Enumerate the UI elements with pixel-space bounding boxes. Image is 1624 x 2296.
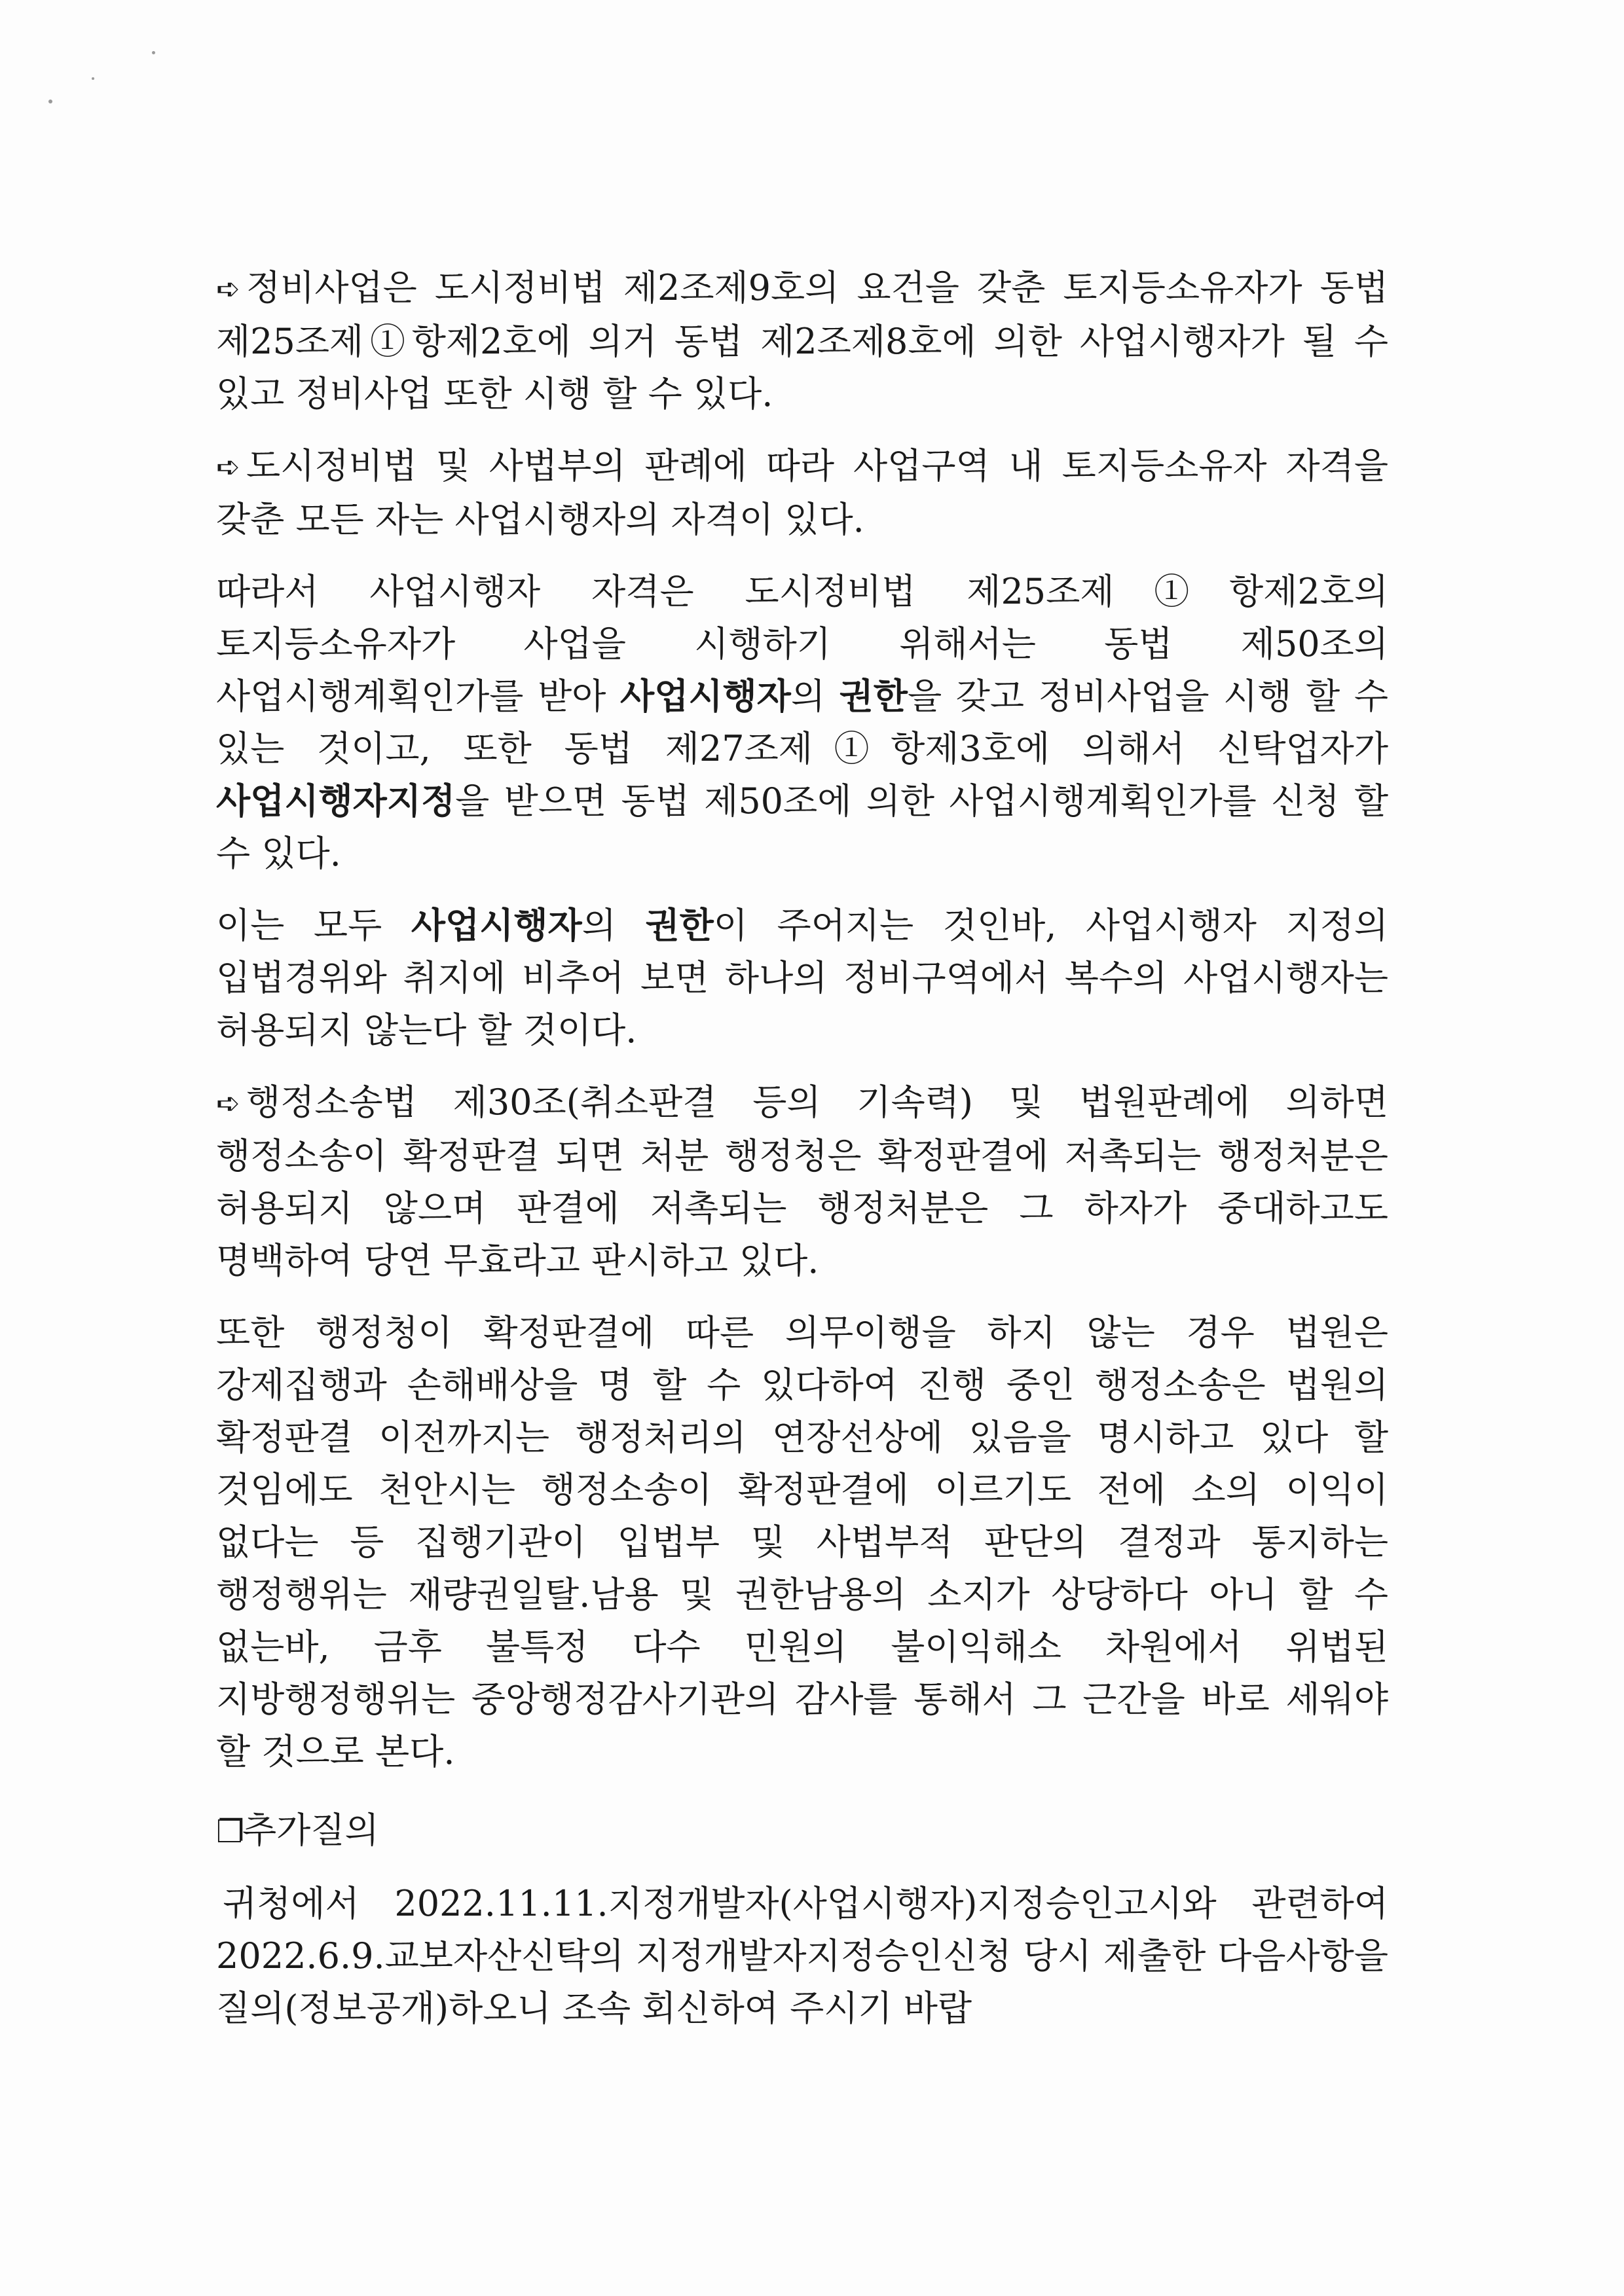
- arrow-bullet-icon: ➪: [216, 272, 240, 306]
- paragraph-2-text: 도시정비법 및 사법부의 판례에 따라 사업구역 내 토지등소유자 자격을 갖춘 모든 자는 사업시행자의 자격이 있다.: [216, 445, 1388, 540]
- paragraph-5: [216, 1076, 1388, 1287]
- paragraph-4: [216, 900, 1388, 1057]
- arrow-bullet-icon: ➪: [216, 1087, 240, 1120]
- checkbox-square-icon: ❐: [216, 1813, 245, 1850]
- paragraph-4-text: 이 주어지는 것인바, 사업시행자 지정의 입법경위와 취지에 비추어 보면 하나의 정비구역에서 복수의 사업시행자는 허용되지 않는다 할 것이다.: [216, 905, 1388, 1051]
- arrow-bullet-icon: ➪: [216, 450, 240, 484]
- bold-term: 사업시행자: [411, 905, 582, 946]
- paragraph-4-text: 의: [581, 905, 646, 946]
- paragraph-1-text: 정비사업은 도시정비법 제2조제9호의 요건을 갖춘 토지등소유자가 동법 제25조제①항제2호에 의거 동법 제2조제8호에 의한 사업시행자가 될 수 있고 정비사업 또한 시행 할 수 있다.: [216, 267, 1388, 414]
- paragraph-1: [216, 262, 1388, 420]
- paragraph-3-text: 따라서 사업시행자 자격은 도시정비법 제25조제①항제2호의 토지등소유자가 사업을 시행하기 위해서는 동법 제50조의 사업시행계획인가를 받아: [216, 571, 1388, 717]
- bold-term: 권한: [839, 676, 908, 717]
- paragraph-3: [216, 566, 1388, 880]
- paragraph-6: [216, 1307, 1388, 1778]
- section-heading: [216, 1804, 1388, 1858]
- paragraph-3-text: 의: [790, 676, 840, 717]
- bold-term: 사업시행자: [620, 676, 791, 717]
- bold-term: 권한: [645, 905, 714, 946]
- paragraph-2: [216, 440, 1388, 546]
- paragraph-7-text: 귀청에서 2022.11.11.지정개발자(사업시행자)지정승인고시와 관련하여 2022.6.9.교보자산신탁의 지정개발자지정승인신청 당시 제출한 다음사항을 질의(정보공개)하오니 조속 회신하여 주시기 바랍: [216, 1883, 1388, 2029]
- bold-term: 사업시행자지정: [216, 780, 456, 822]
- paragraph-3-text: 을 받으면 동법 제50조에 의한 사업시행계획인가를 신청 할 수 있다.: [216, 780, 1388, 874]
- paragraph-4-text: 이는 모두: [216, 905, 411, 946]
- paragraph-3-text: 을 갖고 정비사업을 시행 할 수 있는 것이고, 또한 동법 제27조제①항제3호에 의해서 신탁업자가: [216, 676, 1388, 769]
- paragraph-7: [216, 1878, 1388, 2035]
- scan-speck: [48, 100, 52, 103]
- scan-speck: [152, 51, 155, 54]
- paragraph-5-text: 행정소송법 제30조(취소판결 등의 기속력) 및 법원판례에 의하면 행정소송이 확정판결 되면 처분 행정청은 확정판결에 저촉되는 행정처분은 허용되지 않으며 판결에 저촉되는 행정처분은 그 하자가 중대하고도 명백하여 당연 무효라고 판시하고 있다.: [216, 1082, 1388, 1281]
- paragraph-6-text: 또한 행정청이 확정판결에 따른 의무이행을 하지 않는 경우 법원은 강제집행과 손해배상을 명 할 수 있다하여 진행 중인 행정소송은 법원의 확정판결 이전까지는 행정처리의 연장선상에 있음을 명시하고 있다 할 것임에도 천안시는 행정소송이 확정판결에 이르기도 전에 소의 이익이 없다는 등 집행기관이 입법부 및 사법부적 판단의 결정과 통지하는 행정행위는 재량권일탈.남용 및 권한남용의 소지가 상당하다 아니 할 수 없는바, 금후 불특정 다수 민원의 불이익해소 차원에서 위법된 지방행정행위는 중앙행정감사기관의 감사를 통해서 그 근간을 바로 세워야 할 것으로 본다.: [216, 1312, 1388, 1772]
- document-body: [216, 262, 1388, 2054]
- scan-speck: [92, 77, 94, 80]
- section-heading-text: 추가질의: [242, 1810, 379, 1851]
